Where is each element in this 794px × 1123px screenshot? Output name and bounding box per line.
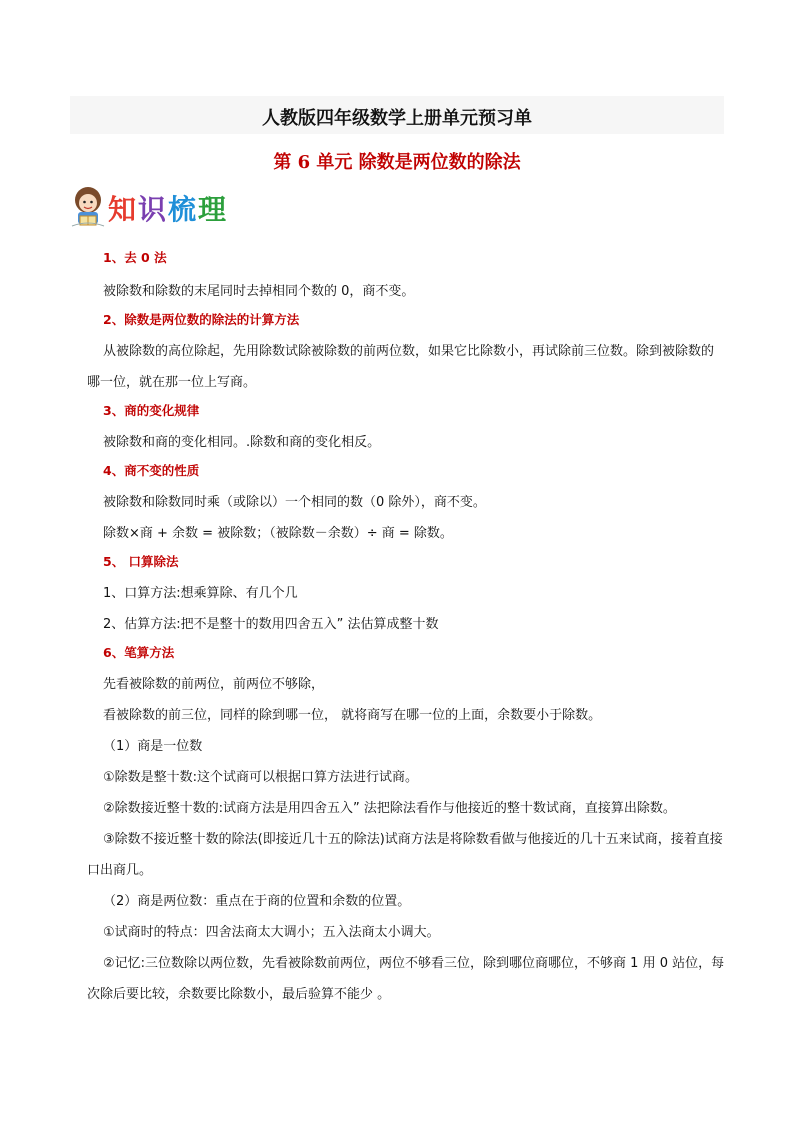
section-heading-1: 1、去 0 法 <box>103 250 167 265</box>
unit-subtitle: 第 6 单元 除数是两位数的除法 <box>273 152 521 173</box>
section-2-text: 从被除数的高位除起，先用除数试除被除数的前两位数，如果它比除数小，再试除前三位数。除到被除数的哪一位，就在那一位上写商。 <box>87 344 715 390</box>
logo-char-3: 梳 <box>168 193 199 226</box>
section-1-line-1: 被除数和除数的末尾同时去掉相同个数的 0，商不变。 <box>103 284 415 299</box>
section-6-line-2: 看被除数的前三位，同样的除到哪一位， 就将商写在哪一位的上面，余数要小于除数。 <box>103 708 602 723</box>
logo-text <box>108 188 228 228</box>
section-heading-5: 5、 口算除法 <box>103 554 179 569</box>
section-6-line-1: 先看被除数的前两位，前两位不够除， <box>103 677 325 692</box>
section-6-line-4: ①除数是整十数:这个试商可以根据口算方法进行试商。 <box>103 770 419 785</box>
section-5-line-2: 2、估算方法:把不是整十的数用四舍五入” 法估算成整十数 <box>103 617 439 632</box>
section-6-line-8: ①试商时的特点：四舍法商太大调小；五入法商太小调大。 <box>103 925 440 940</box>
section-heading-2: 2、除数是两位数的除法的计算方法 <box>103 312 300 327</box>
logo-char-4: 理 <box>198 193 229 226</box>
page-title: 人教版四年级数学上册单元预习单 <box>262 108 532 129</box>
section-6-line-3: （1）商是一位数 <box>103 739 203 754</box>
logo-char-1: 知 <box>108 193 139 226</box>
section-4-line-1: 被除数和除数同时乘（或除以）一个相同的数（0 除外），商不变。 <box>103 495 486 510</box>
section-6-line-9 <box>87 948 725 1010</box>
section-5-line-1: 1、口算方法:想乘算除、有几个几 <box>103 586 298 601</box>
section-heading-4: 4、商不变的性质 <box>103 463 200 478</box>
section-heading-3: 3、商的变化规律 <box>103 403 200 418</box>
section-2-line-1 <box>87 336 725 398</box>
section-6-line-6 <box>87 824 725 886</box>
logo-char-2: 识 <box>138 193 169 226</box>
section-3-line-1: 被除数和商的变化相同。.除数和商的变化相反。 <box>103 435 381 450</box>
section-6-line-9-text: ②记忆:三位数除以两位数，先看被除数前两位，两位不够看三位，除到哪位商哪位，不够商 1 用 0 站位，每次除后要比较，余数要比除数小，最后验算不能少 。 <box>87 956 725 1002</box>
content-body <box>87 248 725 1010</box>
section-4-line-2: 除数×商 + 余数 = 被除数；（被除数－余数）÷ 商 = 除数。 <box>103 526 453 541</box>
section-6-line-5: ②除数接近整十数的:试商方法是用四舍五入” 法把除法看作与他接近的整十数试商，直接算出除数。 <box>103 801 676 816</box>
section-heading-6: 6、笔算方法 <box>103 645 175 660</box>
knowledge-logo <box>68 182 238 230</box>
section-6-line-6-text: ③除数不接近整十数的除法(即接近几十五的除法)试商方法是将除数看做与他接近的几十五来试商，接着直接口出商几。 <box>87 832 723 878</box>
section-6-line-7: （2）商是两位数：重点在于商的位置和余数的位置。 <box>103 894 411 909</box>
